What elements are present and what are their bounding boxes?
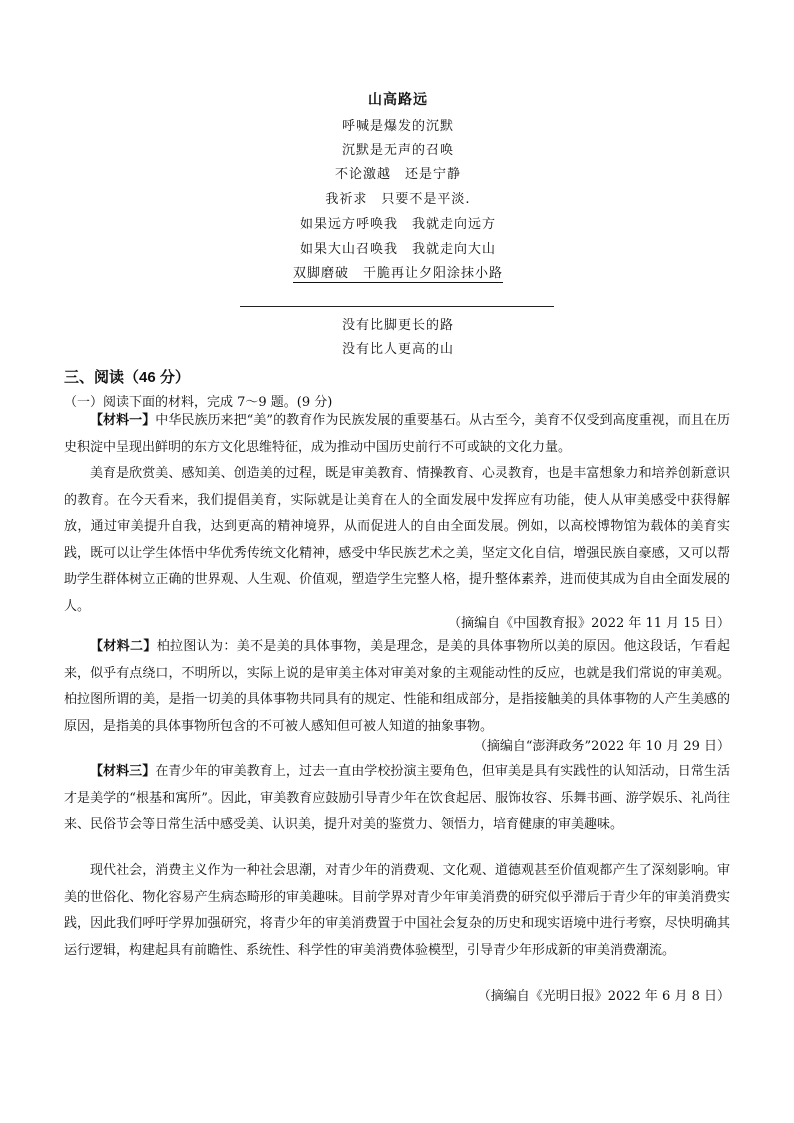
material2-source: （摘编自“澎湃政务”2022 年 10 月 29 日）: [473, 739, 730, 754]
material3-paragraph1: [64, 759, 730, 839]
material1-source: （摘编自《中国教育报》2022 年 11 月 15 日）: [448, 616, 730, 631]
material3-source: （摘编自《光明日报》2022 年 6 月 8 日）: [477, 989, 730, 1004]
poem-line: 如果远方呼唤我 我就走向远方: [299, 217, 496, 232]
material3-text1: 在青少年的审美教育上，过去一直由学校扮演主要角色，但审美是具有实践性的认知活动，日常生活才是美学的“根基和寓所”。因此，审美教育应鼓励引导青少年在饮食起居、服饰妆容、乐舞书画、游学娱乐、礼尚往来、民俗节会等日常生活中感受美、认识美，提升对美的鉴赏力、领悟力，培育健康的审美趣味。: [64, 764, 730, 832]
poem-line: 没有比脚更长的路: [341, 318, 454, 333]
poem-line: 没有比人更高的山: [341, 342, 454, 357]
material3-paragraph2: 现代社会，消费主义作为一种社会思潮，对青少年的消费观、文化观、道德观甚至价值观都产生了深刻影响。审美的世俗化、物化容易产生病态畸形的审美趣味。目前学界对青少年审美消费的研究似乎滞后于青少年的审美消费实践，因此我们呼吁学界加强研究，将青少年的审美消费置于中国社会复杂的历史和现实语境中进行考察，尽快明确其运行逻辑，构建起具有前瞻性、系统性、科学性的审美消费体验模型，引导青少年形成新的审美消费潮流。: [64, 863, 730, 958]
divider-line: [240, 306, 554, 307]
material1-paragraph2: 美育是欣赏美、感知美、创造美的过程，既是审美教育、情操教育、心灵教育，也是丰富想象力和培养创新意识的教育。在今天看来，我们提倡美育，实际就是让美育在人的全面发展中发挥应有功能，使人从审美感受中获得解放，通过审美提升自我，达到更高的精神境界，从而促进人的自由全面发展。例如，以高校博物馆为载体的美育实践，既可以让学生体悟中华优秀传统文化精神，感受中华民族艺术之美，坚定文化自信，增强民族自豪感，又可以帮助学生群体树立正确的世界观、人生观、价值观，塑造学生完整人格，提升整体素养，进而使其成为自由全面发展的人。: [64, 466, 730, 614]
poem-line: 呼喊是爆发的沉默: [341, 119, 454, 134]
poem-line: 沉默是无声的召唤: [341, 143, 454, 158]
poem-line: 如果大山召唤我 我就走向大山: [299, 242, 496, 257]
material2-label: 【材料二】: [90, 639, 157, 654]
material2-paragraph1: [64, 634, 730, 740]
material3-label: 【材料三】: [90, 764, 156, 779]
material1-text1: 中华民族历来把“美”的教育作为民族发展的重要基石。从古至今，美育不仅受到高度重视，而且在历史积淀中呈现出鲜明的东方文化思维特征，成为推动中国历史前行不可或缺的文化力量。: [64, 413, 730, 455]
material1-label: 【材料一】: [90, 413, 156, 428]
poem-line-underlined: [230, 266, 566, 282]
material1-paragraph1: [64, 408, 730, 461]
section-heading: 三、阅读（46 分）: [64, 369, 190, 386]
poem-line: 不论激越 还是宁静: [334, 167, 461, 182]
poem-title: 山高路远: [368, 92, 428, 108]
poem-line-text: 双脚磨破 干脆再让夕阳涂抹小路: [292, 266, 503, 281]
section-subheading: （一）阅读下面的材料，完成 7～9 题。(9 分): [64, 395, 333, 410]
poem-line: 我祈求 只要不是平淡.: [325, 192, 471, 207]
material2-text1: 柏拉图认为：美不是美的具体事物，美是理念，是美的具体事物所以美的原因。他这段话，乍看起来，似乎有点绕口，不明所以，实际上说的是审美主体对审美对象的主观能动性的反应，也就是我们常说的审美观。柏拉图所谓的美，是指一切美的具体事物共同具有的规定、性能和组成部分，是指接触美的具体事物的人产生美感的原因，是指美的具体事物所包含的不可被人感知但可被人知道的抽象事物。: [64, 639, 730, 734]
